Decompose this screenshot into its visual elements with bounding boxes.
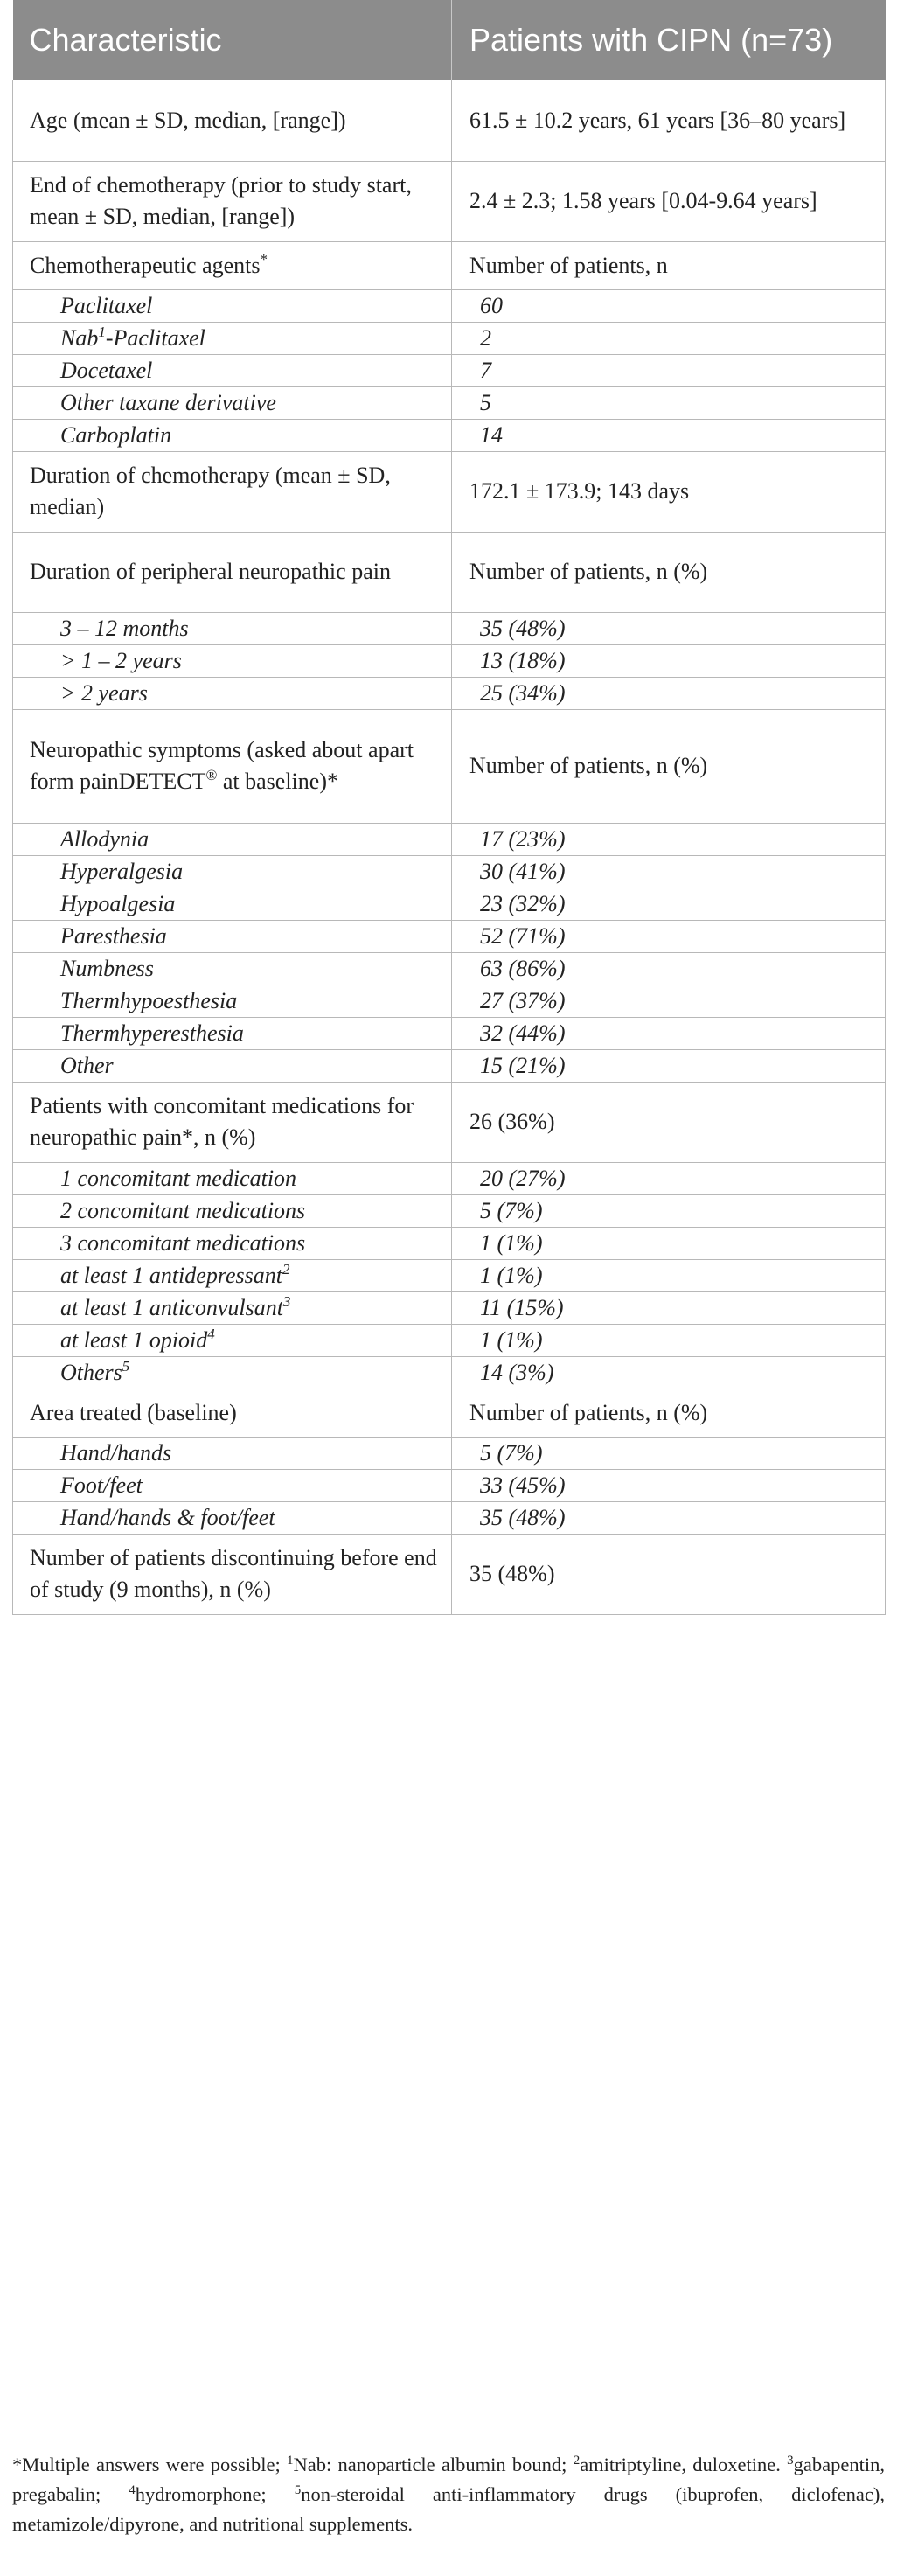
table-row [13,677,886,709]
row-label: at least 1 opioid$^4$ [13,1324,452,1356]
row-label: Thermhyperesthesia [13,1017,452,1049]
table-row [13,1356,886,1389]
row-value: 5 (7%) [452,1194,886,1227]
row-value: 61.5 ± 10.2 years, 61 years [36–80 years] [452,80,886,161]
patient-characteristics-table-container [12,0,885,1615]
footnote-marker: 2 [282,1260,290,1278]
row-label: at least 1 antidepressant$^2$ [13,1259,452,1291]
row-value: 60 [452,289,886,322]
row-label: Patients with concomitant medications for neuropathic pain*, n (%) [13,1082,452,1162]
row-label: Thermhypoesthesia [13,985,452,1017]
table-row [13,1017,886,1049]
table-row [13,80,886,161]
table-row [13,532,886,612]
table-row [13,952,886,985]
row-value: 14 [452,419,886,451]
table-footnote: *Multiple answers were possible; $^1$Nab: nanoparticle albumin bound; $^2$amitriptyline, duloxetine. $^3$gabapentin, pregabalin; $^4$hydromorphone; $^5$non-steroidal anti-inflammatory drugs (ibuprofen, diclofenac), metamizole/dipyrone, and nutritional supplements. [12,2454,885,2535]
table-row [13,1049,886,1082]
row-label: Other [13,1049,452,1082]
row-value: 35 (48%) [452,1501,886,1534]
table-row [13,1162,886,1194]
row-value: Number of patients, n [452,241,886,289]
row-value: 63 (86%) [452,952,886,985]
table-row [13,920,886,952]
table-row [13,289,886,322]
table-row [13,354,886,386]
row-value: 17 (23%) [452,823,886,855]
header-characteristic: Characteristic [13,0,452,80]
row-label: Neuropathic symptoms (asked about apart form painDETECT® at baseline)* [13,709,452,823]
row-label: > 1 – 2 years [13,644,452,677]
row-label: Paresthesia [13,920,452,952]
row-label: 3 concomitant medications [13,1227,452,1259]
table-row [13,1194,886,1227]
row-value: 5 [452,386,886,419]
row-value: 35 (48%) [452,1534,886,1614]
row-value: 52 (71%) [452,920,886,952]
footnote-marker: 5 [122,1357,130,1375]
row-value: 7 [452,354,886,386]
table-row [13,1082,886,1162]
row-value: 1 (1%) [452,1324,886,1356]
row-value: 5 (7%) [452,1437,886,1469]
table-row [13,1389,886,1437]
header-patients: Patients with CIPN (n=73) [452,0,886,80]
table-row [13,644,886,677]
row-value: 32 (44%) [452,1017,886,1049]
row-value: 13 (18%) [452,644,886,677]
row-label: Age (mean ± SD, median, [range]) [13,80,452,161]
row-label: 3 – 12 months [13,612,452,644]
row-label: Area treated (baseline) [13,1389,452,1437]
row-value: 1 (1%) [452,1227,886,1259]
footnote-marker: 1 [98,323,106,340]
table-row [13,709,886,823]
row-label: Numbness [13,952,452,985]
row-value: Number of patients, n (%) [452,532,886,612]
table-row [13,161,886,241]
row-label: 1 concomitant medication [13,1162,452,1194]
table-row [13,1469,886,1501]
table-row [13,855,886,888]
table-row [13,888,886,920]
table-row [13,322,886,354]
row-value: Number of patients, n (%) [452,1389,886,1437]
table-row [13,386,886,419]
row-label: Nab$^1$-Paclitaxel [13,322,452,354]
footnote-marker: 4 [207,1325,215,1342]
row-value: 2 [452,322,886,354]
row-value: 15 (21%) [452,1049,886,1082]
table-row [13,1259,886,1291]
table-row [13,1501,886,1534]
row-label: Foot/feet [13,1469,452,1501]
table-row [13,419,886,451]
row-value: 30 (41%) [452,855,886,888]
row-value: 20 (27%) [452,1162,886,1194]
row-value: 23 (32%) [452,888,886,920]
row-label: Others$^5$ [13,1356,452,1389]
row-label: Hand/hands [13,1437,452,1469]
row-label: Carboplatin [13,419,452,451]
table-row [13,1437,886,1469]
table-row [13,241,886,289]
row-label: Hand/hands & foot/feet [13,1501,452,1534]
table-row [13,1534,886,1614]
row-value: 11 (15%) [452,1291,886,1324]
table-row [13,1324,886,1356]
table-row [13,823,886,855]
row-value: 172.1 ± 173.9; 143 days [452,451,886,532]
footnote-marker: * [260,250,268,268]
row-value: 33 (45%) [452,1469,886,1501]
registered-mark: ® [205,767,218,783]
row-label: Hypoalgesia [13,888,452,920]
row-value: 2.4 ± 2.3; 1.58 years [0.04-9.64 years] [452,161,886,241]
row-value: 27 (37%) [452,985,886,1017]
row-label: 2 concomitant medications [13,1194,452,1227]
row-value: Number of patients, n (%) [452,709,886,823]
table-row [13,1291,886,1324]
row-label: at least 1 anticonvulsant$^3$ [13,1291,452,1324]
row-value: 1 (1%) [452,1259,886,1291]
row-label: Docetaxel [13,354,452,386]
row-label: Other taxane derivative [13,386,452,419]
row-label: Allodynia [13,823,452,855]
table-row [13,612,886,644]
table-row [13,1227,886,1259]
row-value: 35 (48%) [452,612,886,644]
row-label: Duration of peripheral neuropathic pain [13,532,452,612]
table-header-row [13,0,886,80]
row-label: Duration of chemotherapy (mean ± SD, median) [13,451,452,532]
row-value: 26 (36%) [452,1082,886,1162]
row-label: End of chemotherapy (prior to study start, mean ± SD, median, [range]) [13,161,452,241]
table-row [13,451,886,532]
row-label: Paclitaxel [13,289,452,322]
footnote-marker: 3 [282,1292,291,1310]
row-value: 25 (34%) [452,677,886,709]
row-label: > 2 years [13,677,452,709]
row-label: Hyperalgesia [13,855,452,888]
row-label: Number of patients discontinuing before end of study (9 months), n (%) [13,1534,452,1614]
row-label: Chemotherapeutic agents* [13,241,452,289]
patient-characteristics-table [12,0,886,1615]
row-value: 14 (3%) [452,1356,886,1389]
table-row [13,985,886,1017]
